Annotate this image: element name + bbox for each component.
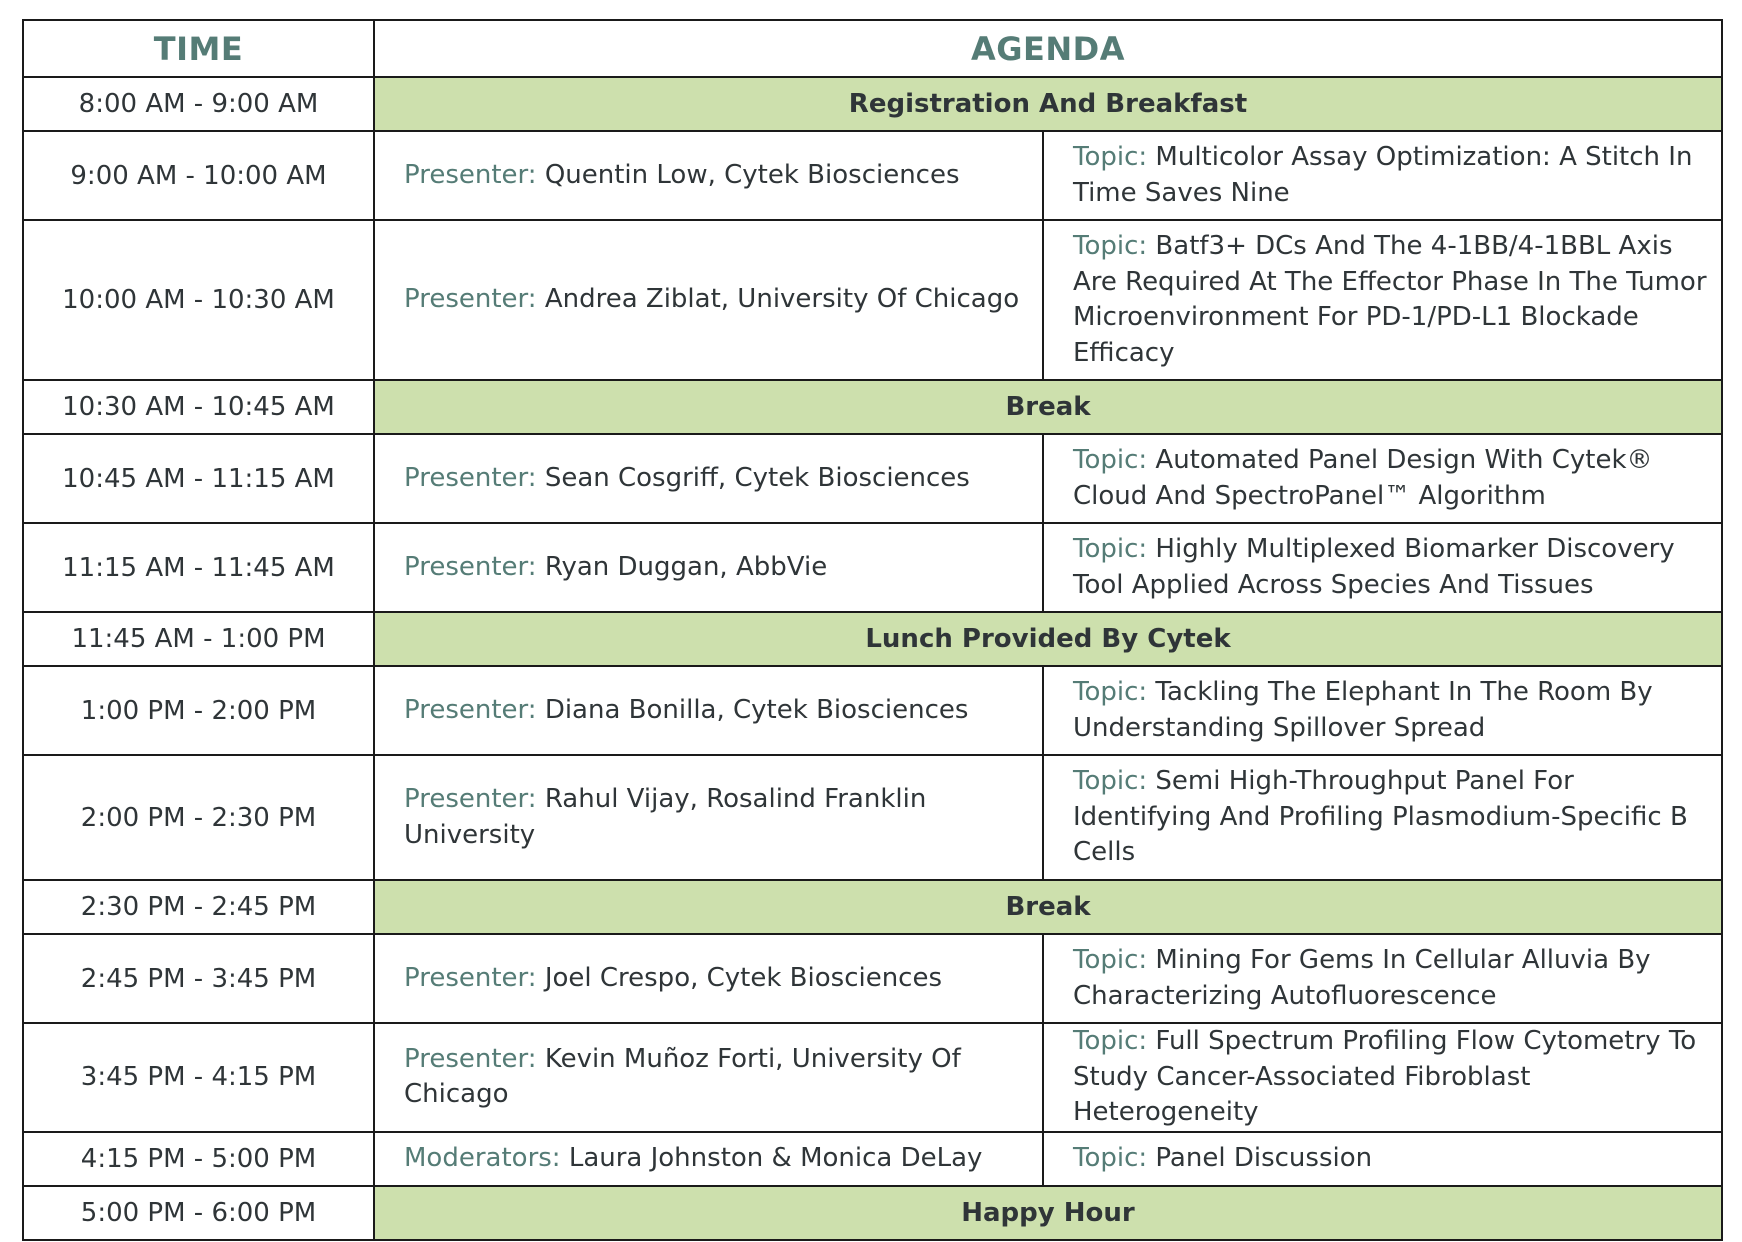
presenter-cell — [374, 131, 1043, 220]
topic-label: Topic: — [1073, 766, 1148, 797]
presenter-cell — [374, 934, 1043, 1023]
time-cell: 5:00 PM - 6:00 PM — [23, 1186, 374, 1240]
agenda-row-banner — [23, 77, 1722, 131]
topic-cell — [1043, 934, 1722, 1023]
presenter-name: Quentin Low, Cytek Biosciences — [544, 159, 960, 190]
time-column-header: TIME — [23, 20, 374, 77]
agenda-row-session — [23, 131, 1722, 220]
header-row — [23, 20, 1722, 77]
topic-label: Topic: — [1073, 1026, 1148, 1056]
time-cell: 3:45 PM - 4:15 PM — [23, 1023, 374, 1132]
time-cell: 2:00 PM - 2:30 PM — [23, 755, 374, 880]
presenter-label: Presenter: — [404, 462, 537, 493]
topic-text: Automated Panel Design With Cytek® Cloud And SpectroPanel™ Algorithm — [1073, 445, 1653, 511]
time-cell: 4:15 PM - 5:00 PM — [23, 1132, 374, 1186]
time-cell: 1:00 PM - 2:00 PM — [23, 666, 374, 755]
banner-cell: Break — [374, 880, 1722, 934]
time-cell: 8:00 AM - 9:00 AM — [23, 77, 374, 131]
agenda-row-session — [23, 523, 1722, 612]
topic-cell — [1043, 1132, 1722, 1186]
presenter-cell — [374, 523, 1043, 612]
presenter-label: Presenter: — [404, 962, 537, 993]
agenda-row-session — [23, 220, 1722, 380]
presenter-cell — [374, 1023, 1043, 1132]
topic-label: Topic: — [1073, 534, 1148, 564]
agenda-row-banner — [23, 880, 1722, 934]
time-cell: 10:00 AM - 10:30 AM — [23, 220, 374, 380]
agenda-row-banner — [23, 380, 1722, 434]
topic-label: Topic: — [1073, 142, 1148, 172]
presenter-cell — [374, 434, 1043, 523]
time-cell: 2:45 PM - 3:45 PM — [23, 934, 374, 1023]
banner-cell: Lunch Provided By Cytek — [374, 612, 1722, 666]
topic-cell — [1043, 220, 1722, 380]
presenter-name: Kevin Muñoz Forti, University Of Chicago — [404, 1043, 961, 1110]
agenda-column-header: AGENDA — [374, 20, 1722, 77]
topic-text: Full Spectrum Profiling Flow Cytometry To Study Cancer-Associated Fibroblast Heterogeneity — [1073, 1026, 1697, 1127]
presenter-cell — [374, 755, 1043, 880]
agenda-row-session — [23, 434, 1722, 523]
time-cell: 10:30 AM - 10:45 AM — [23, 380, 374, 434]
topic-cell — [1043, 755, 1722, 880]
topic-cell — [1043, 1023, 1722, 1132]
topic-cell — [1043, 666, 1722, 755]
topic-label: Topic: — [1073, 677, 1148, 707]
banner-cell: Happy Hour — [374, 1186, 1722, 1240]
presenter-label: Presenter: — [404, 694, 537, 725]
agenda-row-banner — [23, 612, 1722, 666]
presenter-name: Andrea Ziblat, University Of Chicago — [544, 284, 1020, 315]
time-cell: 11:15 AM - 11:45 AM — [23, 523, 374, 612]
topic-label: Topic: — [1073, 445, 1148, 475]
presenter-name: Joel Crespo, Cytek Biosciences — [544, 962, 943, 993]
topic-text: Panel Discussion — [1155, 1142, 1373, 1173]
agenda-row-session — [23, 1023, 1722, 1132]
agenda-row-session — [23, 666, 1722, 755]
topic-label: Topic: — [1073, 945, 1148, 975]
moderator-cell — [374, 1132, 1043, 1186]
moderator-names: Laura Johnston & Monica DeLay — [568, 1142, 983, 1173]
topic-label: Topic: — [1073, 231, 1148, 261]
presenter-label: Presenter: — [404, 284, 537, 315]
agenda-row-session — [23, 755, 1722, 880]
banner-cell: Break — [374, 380, 1722, 434]
banner-cell: Registration And Breakfast — [374, 77, 1722, 131]
topic-cell — [1043, 523, 1722, 612]
topic-text: Batf3+ DCs And The 4-1BB/4-1BBL Axis Are Required At The Effector Phase In The Tumor Microenvironment For PD-1/PD-L1 Blockade Efficacy — [1073, 231, 1707, 368]
topic-text: Multicolor Assay Optimization: A Stitch In Time Saves Nine — [1073, 142, 1693, 208]
agenda-table — [22, 19, 1723, 1241]
topic-text: Mining For Gems In Cellular Alluvia By Characterizing Autofluorescence — [1073, 945, 1651, 1011]
presenter-label: Presenter: — [404, 551, 537, 582]
agenda-row-banner — [23, 1186, 1722, 1240]
topic-cell — [1043, 131, 1722, 220]
presenter-name: Sean Cosgriff, Cytek Biosciences — [544, 462, 970, 493]
agenda-row-session — [23, 934, 1722, 1023]
presenter-label: Presenter: — [404, 159, 537, 190]
moderator-label: Moderators: — [404, 1142, 561, 1173]
presenter-cell — [374, 666, 1043, 755]
time-cell: 9:00 AM - 10:00 AM — [23, 131, 374, 220]
presenter-label: Presenter: — [404, 784, 537, 814]
presenter-label: Presenter: — [404, 1043, 537, 1074]
topic-text: Tackling The Elephant In The Room By Understanding Spillover Spread — [1073, 677, 1653, 743]
agenda-row-session — [23, 1132, 1722, 1186]
topic-text: Semi High-Throughput Panel For Identifying And Profiling Plasmodium-Specific B Cells — [1073, 766, 1688, 868]
topic-text: Highly Multiplexed Biomarker Discovery Tool Applied Across Species And Tissues — [1073, 534, 1675, 600]
time-cell: 11:45 AM - 1:00 PM — [23, 612, 374, 666]
topic-label: Topic: — [1073, 1142, 1148, 1173]
presenter-name: Ryan Duggan, AbbVie — [544, 551, 828, 582]
topic-cell — [1043, 434, 1722, 523]
presenter-cell — [374, 220, 1043, 380]
time-cell: 2:30 PM - 2:45 PM — [23, 880, 374, 934]
presenter-name: Diana Bonilla, Cytek Biosciences — [544, 694, 969, 725]
time-cell: 10:45 AM - 11:15 AM — [23, 434, 374, 523]
presenter-name: Rahul Vijay, Rosalind Franklin University — [404, 784, 927, 850]
